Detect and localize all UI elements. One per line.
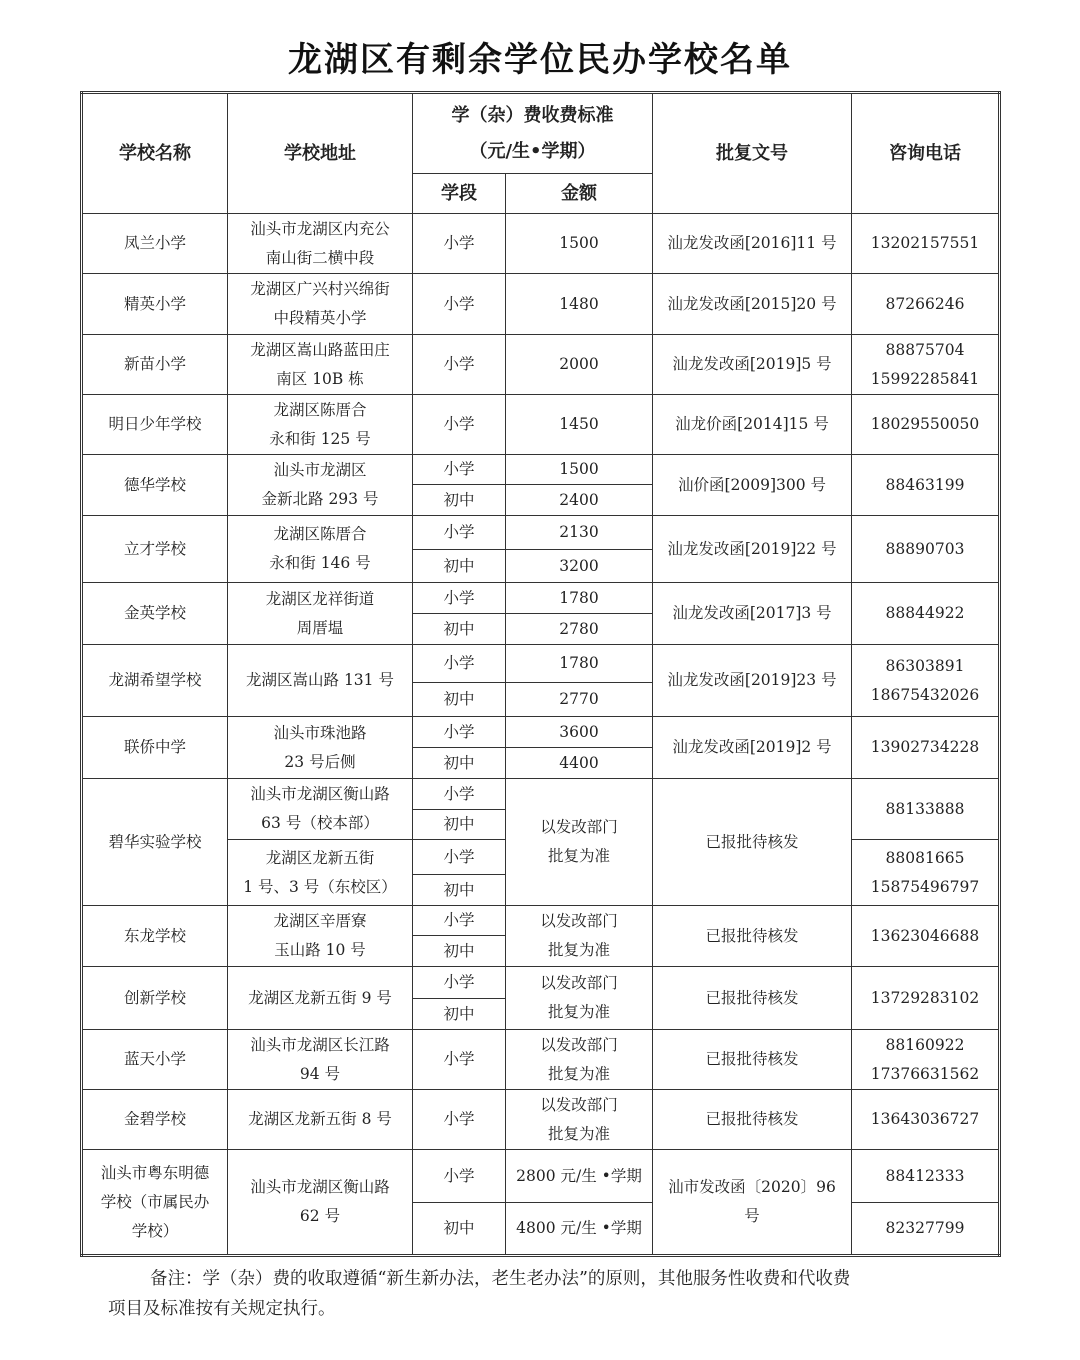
header-address: 学校地址 bbox=[228, 93, 413, 214]
stage-cell: 小学 bbox=[413, 967, 506, 999]
address-cell: 龙湖区广兴村兴绵街 中段精英小学 bbox=[228, 274, 413, 335]
amount-cell: 2400 bbox=[506, 485, 653, 516]
approval-cell: 汕龙发改函[2019]23 号 bbox=[653, 645, 852, 717]
table-row bbox=[82, 516, 1000, 550]
phone-cell: 13623046688 bbox=[852, 906, 1000, 967]
stage-cell: 初中 bbox=[413, 810, 506, 840]
table-row bbox=[82, 1090, 1000, 1150]
stage-cell: 小学 bbox=[413, 516, 506, 550]
table-row bbox=[82, 717, 1000, 748]
address-cell: 龙湖区龙新五街 1 号、3 号（东校区） bbox=[228, 840, 413, 906]
phone-cell: 87266246 bbox=[852, 274, 1000, 335]
table-row bbox=[82, 214, 1000, 274]
table-row bbox=[82, 1150, 1000, 1203]
school-name-cell: 金英学校 bbox=[82, 583, 228, 645]
stage-cell: 小学 bbox=[413, 717, 506, 748]
address-cell: 汕头市龙湖区 金新北路 293 号 bbox=[228, 455, 413, 516]
table-row bbox=[82, 1030, 1000, 1090]
phone-cell: 88133888 bbox=[852, 779, 1000, 840]
amount-cell: 以发改部门 批复为准 bbox=[506, 906, 653, 967]
address-cell: 龙湖区龙新五街 9 号 bbox=[228, 967, 413, 1030]
school-name-cell: 德华学校 bbox=[82, 455, 228, 516]
phone-cell: 88081665 15875496797 bbox=[852, 840, 1000, 906]
footnote-line-1: 备注：学（杂）费的收取遵循“新生新办法，老生老办法”的原则，其他服务性收费和代收费 bbox=[150, 1269, 851, 1289]
amount-cell: 4400 bbox=[506, 748, 653, 779]
amount-cell: 3600 bbox=[506, 717, 653, 748]
address-cell: 汕头市龙湖区内充公 南山街二横中段 bbox=[228, 214, 413, 274]
stage-cell: 初中 bbox=[413, 999, 506, 1030]
amount-cell: 以发改部门 批复为准 bbox=[506, 779, 653, 906]
stage-cell: 初中 bbox=[413, 1203, 506, 1256]
stage-cell: 小学 bbox=[413, 906, 506, 936]
table-row bbox=[82, 583, 1000, 614]
school-name-cell: 凤兰小学 bbox=[82, 214, 228, 274]
table-row bbox=[82, 455, 1000, 485]
amount-cell: 2130 bbox=[506, 516, 653, 550]
approval-cell: 已报批待核发 bbox=[653, 1090, 852, 1150]
amount-cell: 以发改部门 批复为准 bbox=[506, 967, 653, 1030]
address-cell: 龙湖区陈厝合 永和街 146 号 bbox=[228, 516, 413, 583]
phone-cell: 13643036727 bbox=[852, 1090, 1000, 1150]
header-approval-number: 批复文号 bbox=[653, 93, 852, 214]
table-row bbox=[82, 906, 1000, 936]
stage-cell: 小学 bbox=[413, 455, 506, 485]
stage-cell: 初中 bbox=[413, 748, 506, 779]
header-amount: 金额 bbox=[506, 174, 653, 214]
stage-cell: 初中 bbox=[413, 875, 506, 906]
stage-cell: 小学 bbox=[413, 840, 506, 875]
header-phone: 咨询电话 bbox=[852, 93, 1000, 214]
amount-cell: 2800 元/生 •学期 bbox=[506, 1150, 653, 1203]
approval-cell: 已报批待核发 bbox=[653, 1030, 852, 1090]
stage-cell: 小学 bbox=[413, 1030, 506, 1090]
stage-cell: 初中 bbox=[413, 614, 506, 645]
address-cell: 龙湖区嵩山路蓝田庄 南区 10B 栋 bbox=[228, 335, 413, 395]
phone-cell: 86303891 18675432026 bbox=[852, 645, 1000, 717]
approval-cell: 汕价函[2009]300 号 bbox=[653, 455, 852, 516]
phone-cell: 88463199 bbox=[852, 455, 1000, 516]
amount-cell: 1500 bbox=[506, 214, 653, 274]
school-name-cell: 新苗小学 bbox=[82, 335, 228, 395]
approval-cell: 汕龙发改函[2016]11 号 bbox=[653, 214, 852, 274]
approval-cell: 已报批待核发 bbox=[653, 779, 852, 906]
footnote bbox=[108, 1264, 988, 1324]
address-cell: 龙湖区陈厝合 永和街 125 号 bbox=[228, 395, 413, 455]
amount-cell: 1450 bbox=[506, 395, 653, 455]
header-school-name: 学校名称 bbox=[82, 93, 228, 214]
amount-cell: 以发改部门 批复为准 bbox=[506, 1030, 653, 1090]
stage-cell: 小学 bbox=[413, 1090, 506, 1150]
phone-cell: 88412333 bbox=[852, 1150, 1000, 1203]
approval-cell: 汕龙发改函[2019]2 号 bbox=[653, 717, 852, 779]
approval-cell: 已报批待核发 bbox=[653, 906, 852, 967]
table-row bbox=[82, 967, 1000, 999]
footnote-line-2: 项目及标准按有关规定执行。 bbox=[108, 1299, 336, 1319]
phone-cell: 13202157551 bbox=[852, 214, 1000, 274]
amount-cell: 4800 元/生 •学期 bbox=[506, 1203, 653, 1256]
phone-cell: 88875704 15992285841 bbox=[852, 335, 1000, 395]
approval-cell: 汕龙发改函[2015]20 号 bbox=[653, 274, 852, 335]
phone-cell: 88890703 bbox=[852, 516, 1000, 583]
address-cell: 汕头市龙湖区衡山路 62 号 bbox=[228, 1150, 413, 1256]
school-name-cell: 碧华实验学校 bbox=[82, 779, 228, 906]
school-name-cell: 蓝天小学 bbox=[82, 1030, 228, 1090]
approval-cell: 汕市发改函〔2020〕96 号 bbox=[653, 1150, 852, 1256]
stage-cell: 小学 bbox=[413, 779, 506, 810]
address-cell: 汕头市龙湖区衡山路 63 号（校本部） bbox=[228, 779, 413, 840]
school-fee-table bbox=[80, 91, 1001, 1257]
table-row bbox=[82, 274, 1000, 335]
stage-cell: 小学 bbox=[413, 214, 506, 274]
header-fee-standard: 学（杂）费收费标准 （元/生•学期） bbox=[413, 93, 653, 174]
amount-cell: 1480 bbox=[506, 274, 653, 335]
header-stage: 学段 bbox=[413, 174, 506, 214]
school-name-cell: 创新学校 bbox=[82, 967, 228, 1030]
stage-cell: 小学 bbox=[413, 395, 506, 455]
phone-cell: 13729283102 bbox=[852, 967, 1000, 1030]
stage-cell: 初中 bbox=[413, 936, 506, 967]
amount-cell: 以发改部门 批复为准 bbox=[506, 1090, 653, 1150]
phone-cell: 18029550050 bbox=[852, 395, 1000, 455]
table-row bbox=[82, 779, 1000, 810]
school-name-cell: 金碧学校 bbox=[82, 1090, 228, 1150]
phone-cell: 88160922 17376631562 bbox=[852, 1030, 1000, 1090]
school-name-cell: 东龙学校 bbox=[82, 906, 228, 967]
phone-cell: 88844922 bbox=[852, 583, 1000, 645]
school-name-cell: 立才学校 bbox=[82, 516, 228, 583]
school-name-cell: 联侨中学 bbox=[82, 717, 228, 779]
amount-cell: 1780 bbox=[506, 583, 653, 614]
stage-cell: 初中 bbox=[413, 485, 506, 516]
phone-cell: 82327799 bbox=[852, 1203, 1000, 1256]
amount-cell: 2000 bbox=[506, 335, 653, 395]
amount-cell: 3200 bbox=[506, 550, 653, 583]
approval-cell: 汕龙价函[2014]15 号 bbox=[653, 395, 852, 455]
stage-cell: 小学 bbox=[413, 335, 506, 395]
address-cell: 龙湖区嵩山路 131 号 bbox=[228, 645, 413, 717]
stage-cell: 小学 bbox=[413, 645, 506, 683]
approval-cell: 汕龙发改函[2019]5 号 bbox=[653, 335, 852, 395]
stage-cell: 小学 bbox=[413, 1150, 506, 1203]
stage-cell: 小学 bbox=[413, 274, 506, 335]
approval-cell: 已报批待核发 bbox=[653, 967, 852, 1030]
approval-cell: 汕龙发改函[2019]22 号 bbox=[653, 516, 852, 583]
address-cell: 汕头市龙湖区长江路 94 号 bbox=[228, 1030, 413, 1090]
approval-cell: 汕龙发改函[2017]3 号 bbox=[653, 583, 852, 645]
amount-cell: 1780 bbox=[506, 645, 653, 683]
address-cell: 汕头市珠池路 23 号后侧 bbox=[228, 717, 413, 779]
table-row bbox=[82, 335, 1000, 395]
table-row bbox=[82, 645, 1000, 683]
table-row bbox=[82, 395, 1000, 455]
amount-cell: 2780 bbox=[506, 614, 653, 645]
stage-cell: 初中 bbox=[413, 550, 506, 583]
stage-cell: 初中 bbox=[413, 683, 506, 717]
school-name-cell: 汕头市粤东明德 学校（市属民办 学校） bbox=[82, 1150, 228, 1256]
school-name-cell: 精英小学 bbox=[82, 274, 228, 335]
school-name-cell: 龙湖希望学校 bbox=[82, 645, 228, 717]
school-name-cell: 明日少年学校 bbox=[82, 395, 228, 455]
address-cell: 龙湖区龙祥街道 周厝塭 bbox=[228, 583, 413, 645]
phone-cell: 13902734228 bbox=[852, 717, 1000, 779]
amount-cell: 1500 bbox=[506, 455, 653, 485]
address-cell: 龙湖区辛厝寮 玉山路 10 号 bbox=[228, 906, 413, 967]
address-cell: 龙湖区龙新五街 8 号 bbox=[228, 1090, 413, 1150]
stage-cell: 小学 bbox=[413, 583, 506, 614]
amount-cell: 2770 bbox=[506, 683, 653, 717]
page-title: 龙湖区有剩余学位民办学校名单 bbox=[288, 40, 792, 80]
